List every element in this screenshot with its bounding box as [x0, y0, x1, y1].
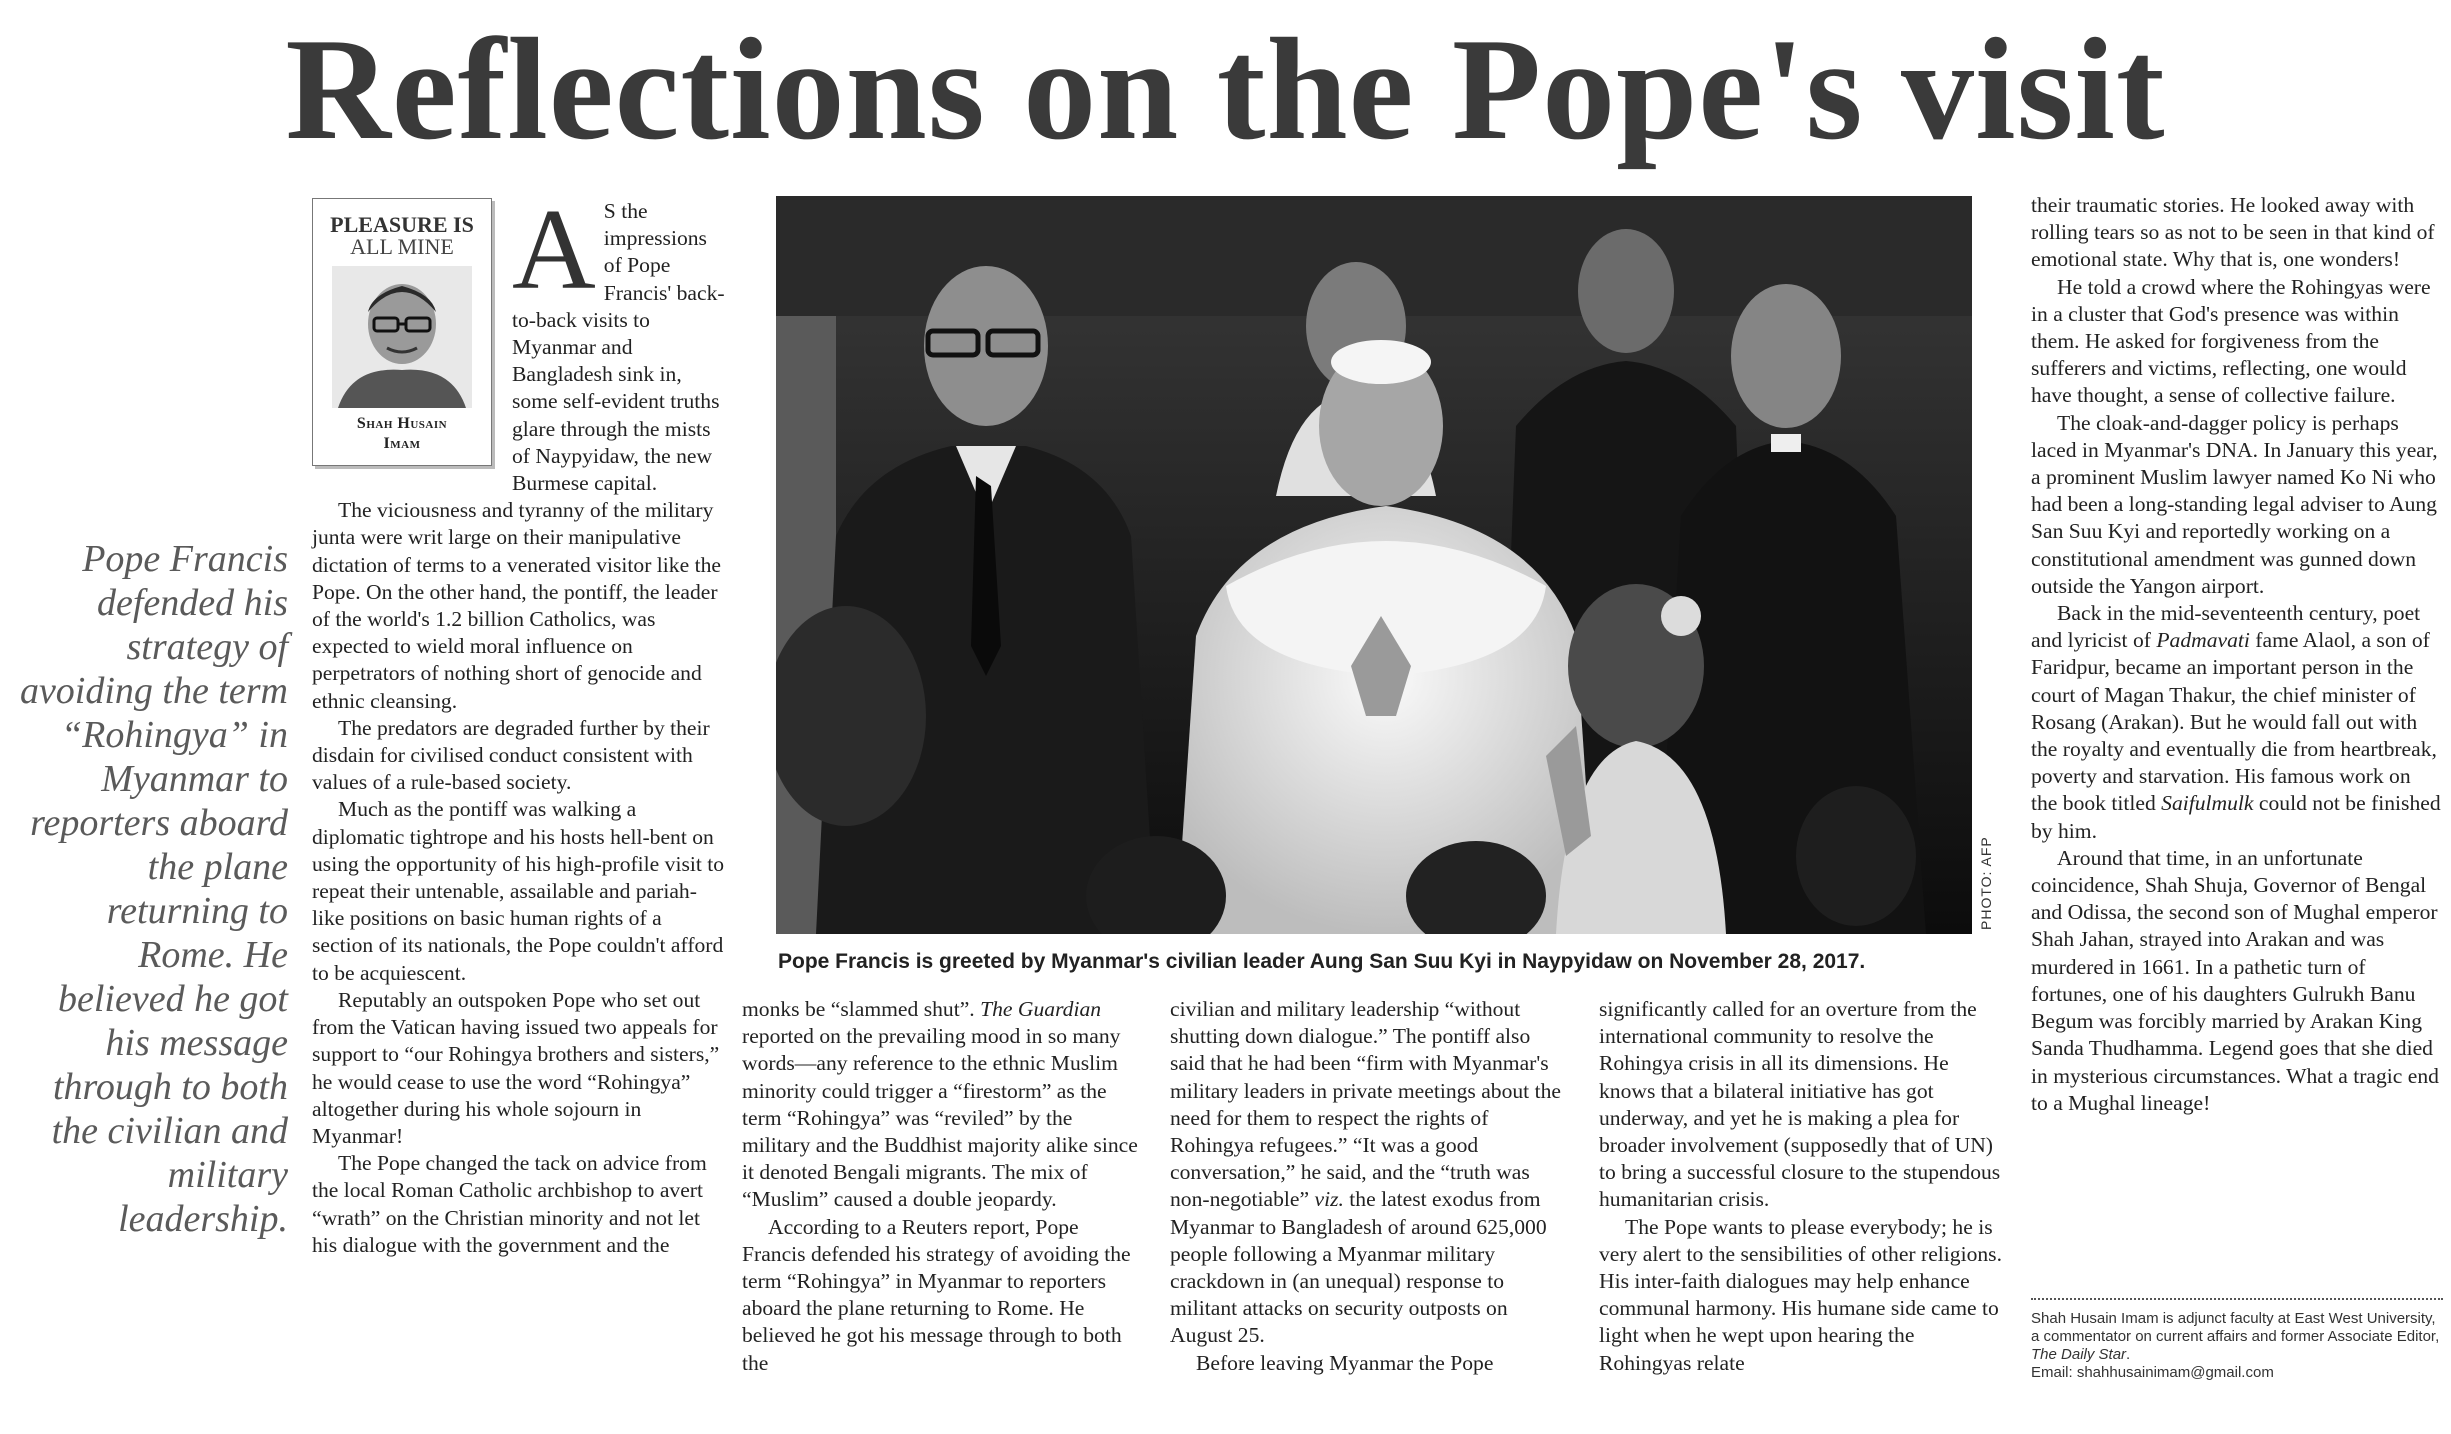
author-bio-text: Shah Husain Imam is adjunct faculty at East West University, a commentator on current affairs and former Associate Editor, The Daily Star. [2031, 1310, 2440, 1363]
column-title-line2: ALL MINE [350, 234, 454, 259]
article-column-3 [1170, 996, 1570, 1377]
paragraph: Before leaving Myanmar the Pope [1196, 1350, 1494, 1375]
columnist-box [312, 198, 492, 466]
article-column-2 [742, 996, 1146, 1377]
columnist-name-line1: Shah Husain [356, 415, 448, 432]
article-column-4 [1599, 996, 2005, 1377]
paragraph: He told a crowd where the Rohingyas were in a cluster that God's presence was within them. He asked for forgiveness from the sufferers and victims, reflecting, one would have thought, a sense of collective failure. [2031, 274, 2431, 408]
paragraph: monks be “slammed shut”. The Guardian reported on the prevailing mood in so many words—any reference to the ethnic Muslim minority could trigger a “firestorm” as the term “Rohingya” was “reviled” by the military and the Buddhist majority alike since it denoted Bengali migrants. The mix of “Muslim” caused a double jeopardy. [742, 997, 1138, 1212]
paragraph: civilian and military leadership “without shutting down dialogue.” The pontiff also said that he had been “firm with Myanmar's military leaders in private meetings about the need for them to respect the rights of Rohingya refugees.” “It was a good conversation,” he said, and the “truth was non-negotiable” viz. the latest exodus from Myanmar to Bangladesh of around 625,000 people following a Myanmar military crackdown in (an unequal) response to militant attacks on security outposts on August 25. [1170, 997, 1561, 1348]
article-column-1 [312, 186, 727, 1259]
photo-credit: PHOTO: AFP [1978, 836, 1994, 930]
paragraph: Back in the mid-seventeenth century, poet and lyricist of Padmavati fame Alaol, a son of Faridpur, became an important person in the court of Magan Thakur, the chief minister of Rosang (Arakan). But he would fall out with the royalty and eventually die from heartbreak, poverty and starvation. His famous work on the book titled Saifulmulk could not be finished by him. [2031, 601, 2441, 843]
author-email: Email: shahhusainimam@gmail.com [2031, 1364, 2274, 1381]
headline: Reflections on the Pope's visit [285, 8, 2166, 170]
paragraph: The predators are degraded further by their disdain for civilised conduct consistent with values of a rule-based society. [312, 715, 710, 795]
drop-cap: A [512, 186, 596, 314]
photo-caption: Pope Francis is greeted by Myanmar's civilian leader Aung San Suu Kyi in Naypyidaw on November 28, 2017. [778, 950, 1866, 973]
paragraph: The viciousness and tyranny of the military junta were writ large on their manipulative dictation of terms to a venerated visitor like the Pope. On the other hand, the pontiff, the leader of the world's 1.2 billion Catholics, was expected to wield moral influence on perpetrators of nothing short of genocide and ethnic cleansing. [312, 498, 721, 713]
paragraph: The Pope changed the tack on advice from the local Roman Catholic archbishop to avert “wrath” on the Christian minority and not let his dialogue with the government and the [312, 1151, 707, 1257]
paragraph: The cloak-and-dagger policy is perhaps laced in Myanmar's DNA. In January this year, a prominent Muslim lawyer named Ko Ni who had been a long-standing legal adviser to Aung San Suu Kyi and reportedly working on a constitutional amendment was gunned down outside the Yangon airport. [2031, 410, 2438, 598]
columnist-photo [332, 266, 472, 408]
columnist-name-line2: Imam [383, 435, 421, 452]
pull-quote: Pope Francis defended his strategy of avoiding the term “Rohingya” in Myanmar to reporters aboard the plane returning to Rome. He believed he got his message through to both the civilian and military leadership. [19, 538, 288, 1240]
paragraph: According to a Reuters report, Pope Francis defended his strategy of avoiding the term “Rohingya” in Myanmar to reporters aboard the plane returning to Rome. He believed he got his message through to both the [742, 1214, 1131, 1375]
paragraph: The Pope wants to please everybody; he is very alert to the sensibilities of other religions. His inter-faith dialogues may help enhance communal harmony. His humane side came to light when he wept upon hearing the Rohingyas relate [1599, 1214, 2002, 1375]
paragraph: Much as the pontiff was walking a diplomatic tightrope and his hosts hell-bent on using the opportunity of his high-profile visit to repeat their untenable, assailable and pariah-like positions on basic human rights of a section of its nationals, the Pope couldn't afford to be acquiescent. [312, 797, 725, 985]
author-bio [2031, 1298, 2443, 1382]
paragraph: their traumatic stories. He looked away with rolling tears so as not to be seen in that kind of emotional state. Why that is, one wonders! [2031, 193, 2435, 272]
paragraph: significantly called for an overture from the international community to resolve the Rohingya crisis in all its dimensions. He knows that a bilateral initiative has got underway, and yet he is making a plea for broader involvement (supposedly that of UN) to bring a successful closure to the stupendous humanitarian crisis. [1599, 997, 2001, 1212]
paragraph: Around that time, in an unfortunate coincidence, Shah Shuja, Governor of Bengal and Odissa, the second son of Mughal emperor Shah Jahan, strayed into Arakan and was murdered in 1661. In a pathetic turn of fortunes, one of his daughters Gulrukh Banu Begum was forcibly married by Arakan King Sanda Thudhamma. Legend goes that she died in mysterious circumstances. What a tragic end to a Mughal lineage! [2031, 845, 2439, 1115]
column-title-line1: PLEASURE IS [330, 212, 474, 237]
paragraph: S the impressions of Pope Francis' back-to-back visits to Myanmar and Bangladesh sink in, some self-evident truths glare through the mists of Naypyidaw, the new Burmese capital. [512, 199, 725, 496]
article-column-5 [2031, 192, 2441, 1117]
paragraph: Reputably an outspoken Pope who set out from the Vatican having issued two appeals for support to “our Rohingya brothers and sisters,” he would cease to use the word “Rohingya” altogether during his whole sojourn in Myanmar! [312, 987, 720, 1148]
main-photo [776, 196, 1972, 934]
